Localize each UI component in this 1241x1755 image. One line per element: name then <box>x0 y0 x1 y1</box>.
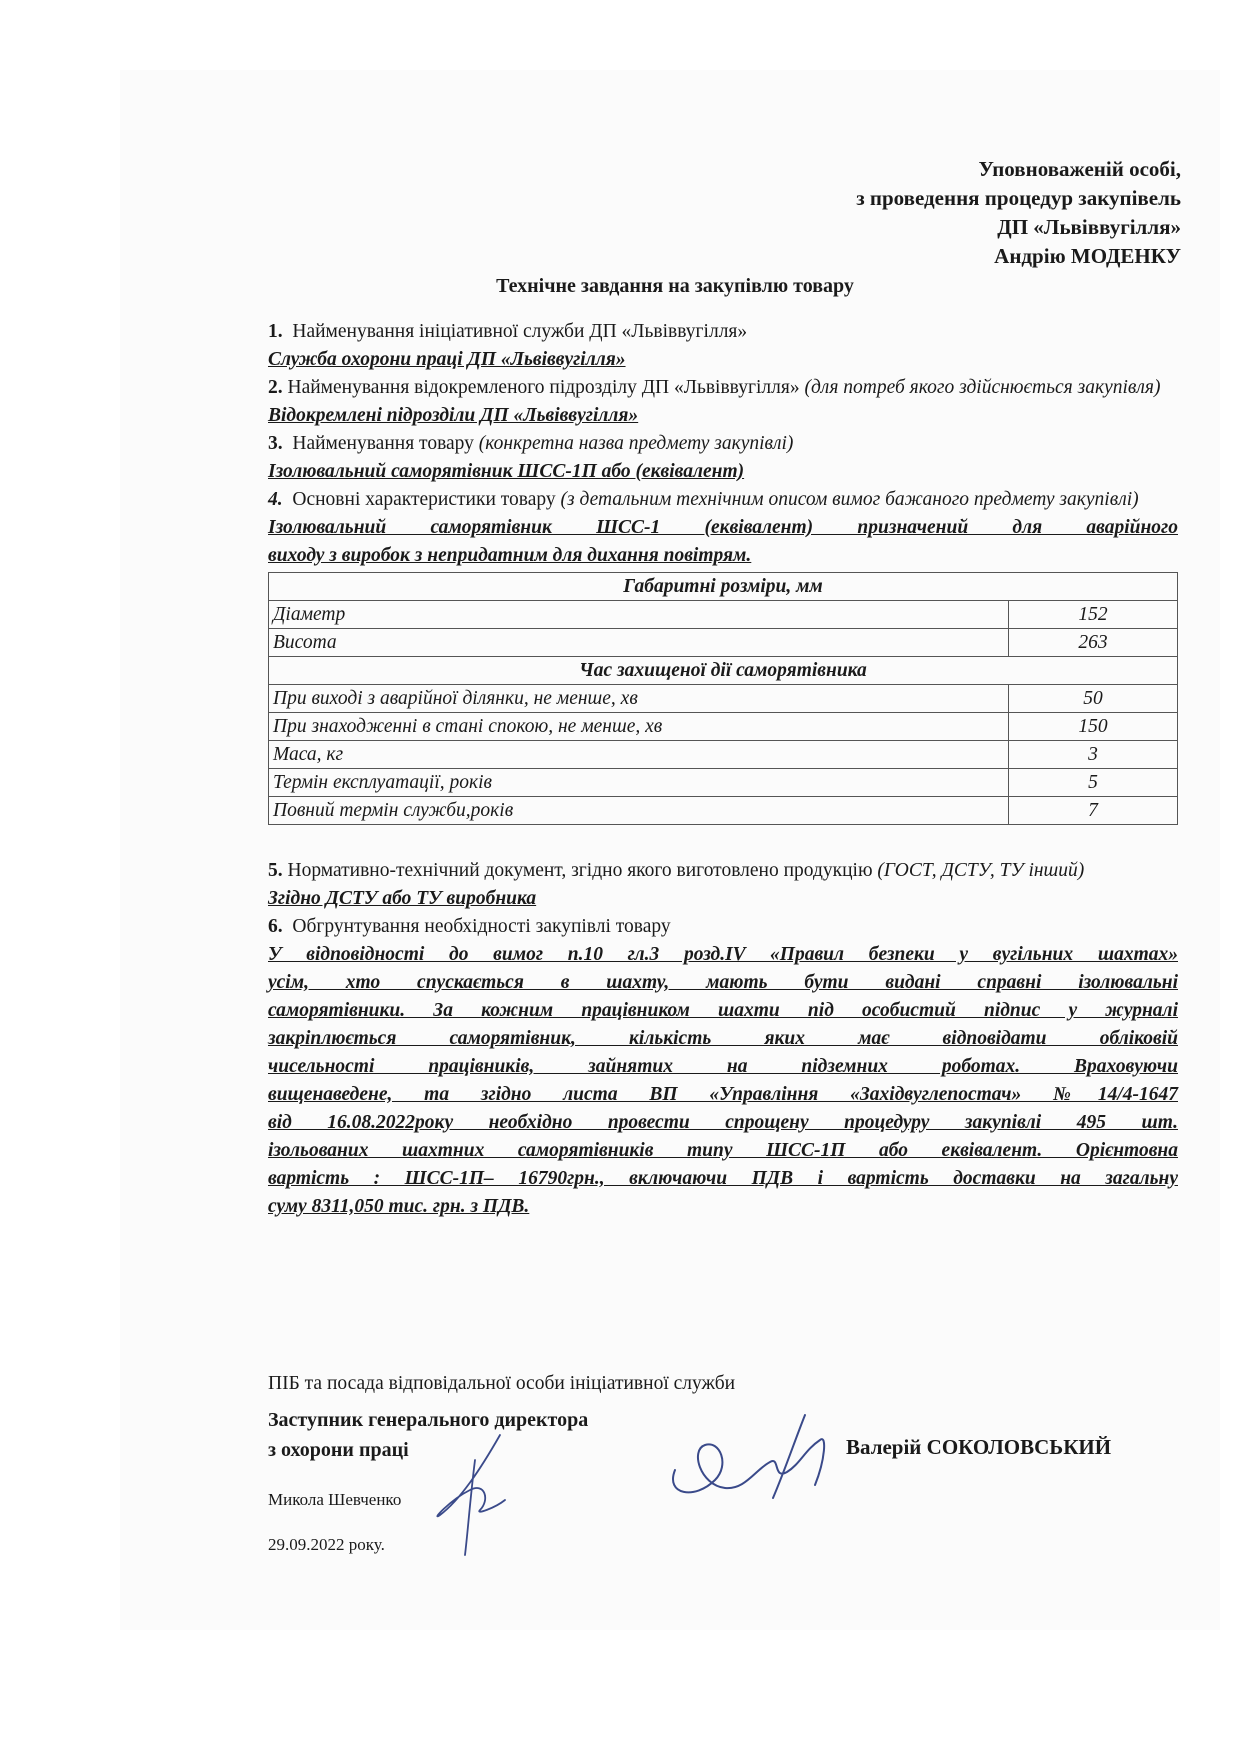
section-3-hint: (конкретна назва предмету закупівлі) <box>478 433 794 454</box>
section-6-line <box>268 1165 1178 1193</box>
section-6-line <box>268 997 1178 1025</box>
spec-value: 3 <box>1009 741 1178 769</box>
spec-label: При знаходженні в стані спокою, не менше, хв <box>269 713 1009 741</box>
executor-name: Микола Шевченко <box>268 1490 402 1509</box>
section-4-hint: (з детальним технічним описом вимог бажаного предмету закупівлі) <box>560 489 1139 510</box>
table-row <box>269 685 1178 713</box>
spec-value: 7 <box>1009 797 1178 825</box>
section-6-line <box>268 969 1178 997</box>
section-4-number: 4. <box>268 489 283 510</box>
section-6-text: від 16.08.2022року необхідно провести спрощену процедуру закупівлі 495 шт. <box>268 1112 1178 1133</box>
section-5-label: Нормативно-технічний документ, згідно якого виготовлено продукцію <box>287 860 873 881</box>
table-row <box>269 601 1178 629</box>
responsible-person-label: ПІБ та посада відповідальної особи ініціативної служби <box>268 1373 736 1394</box>
section-6-text: саморятівники. За кожним працівником шахти під особистий підпис у журналі <box>268 1000 1178 1021</box>
table-row <box>269 713 1178 741</box>
specs-group-protection-time: Час захищеної дії саморятівника <box>269 657 1178 685</box>
table-row <box>269 741 1178 769</box>
table-row <box>269 629 1178 657</box>
document-date: 29.09.2022 року. <box>268 1535 385 1554</box>
section-2 <box>268 374 1178 402</box>
section-6-text: усім, хто спускається в шахту, мають бути видані справні ізолювальні <box>268 972 1178 993</box>
section-5 <box>268 857 1178 885</box>
table-row <box>269 573 1178 601</box>
table-row <box>269 769 1178 797</box>
handwritten-initials <box>420 1430 530 1560</box>
spec-label: Висота <box>269 629 1009 657</box>
specs-table <box>268 572 1178 825</box>
section-6-line <box>268 1193 1178 1221</box>
section-6-text: суму 8311,050 тис. грн. з ПДВ. <box>268 1196 530 1217</box>
section-6-text: вартість : ШСС-1П– 16790грн., включаючи ПДВ і вартість доставки на загальну <box>268 1168 1178 1189</box>
position-line-1: Заступник генерального директора <box>268 1409 589 1431</box>
section-6-line <box>268 941 1178 969</box>
section-3-answer-line <box>268 458 1178 486</box>
spec-value: 150 <box>1009 713 1178 741</box>
handwritten-signature-main <box>655 1400 855 1510</box>
section-6-line <box>268 1109 1178 1137</box>
section-6-text: вищенаведене, та згідно листа ВП «Управління «Західвуглепостач» №14/4-1647 <box>268 1084 1178 1105</box>
section-2-number: 2. <box>268 377 283 398</box>
section-1-label: Найменування ініціативної служби ДП «Львіввугілля» <box>292 321 748 342</box>
section-4-answer-1: Ізолювальний саморятівник ШСС-1 (еквівалент) призначений для аварійного <box>268 517 1178 538</box>
document-title: Технічне завдання на закупівлю товару <box>496 275 854 297</box>
section-6-line <box>268 1025 1178 1053</box>
section-5-number: 5. <box>268 860 283 881</box>
section-6-line <box>268 1053 1178 1081</box>
spec-label: Маса, кг <box>269 741 1009 769</box>
specs-group-dimensions: Габаритні розміри, мм <box>269 573 1178 601</box>
spec-value: 263 <box>1009 629 1178 657</box>
section-6-number: 6. <box>268 916 283 937</box>
section-5-hint: (ГОСТ, ДСТУ, ТУ інший) <box>877 860 1085 881</box>
addressee-line-1: Уповноваженій особі, <box>978 157 1181 181</box>
section-3-label: Найменування товару <box>292 433 474 454</box>
section-6-line <box>268 1081 1178 1109</box>
section-4-answer-line-2 <box>268 542 1178 570</box>
signatory-name: Валерій СОКОЛОВСЬКИЙ <box>846 1435 1112 1459</box>
table-row <box>269 797 1178 825</box>
section-6-text: закріплюється саморятівник, кількість яких має відповідати обліковій <box>268 1028 1178 1049</box>
document-body <box>268 318 1178 1221</box>
section-2-hint: (для потреб якого здійснюється закупівля) <box>804 377 1161 398</box>
section-1-answer-line <box>268 346 1178 374</box>
section-6-label: Обгрунтування необхідності закупівлі товару <box>292 916 671 937</box>
section-3 <box>268 430 1178 458</box>
section-5-answer: Згідно ДСТУ або ТУ виробника <box>268 888 537 909</box>
spec-value: 5 <box>1009 769 1178 797</box>
section-6-line <box>268 1137 1178 1165</box>
section-2-answer: Відокремлені підрозділи ДП «Львіввугілля» <box>268 405 639 426</box>
spec-label: Діаметр <box>269 601 1009 629</box>
position-line-2: з охорони праці <box>268 1439 409 1461</box>
section-6-text: У відповідності до вимог п.10 гл.3 розд.IV «Правил безпеки у вугільних шахтах» <box>268 944 1178 965</box>
section-3-answer: Ізолювальний саморятівник ШСС-1П або (еквівалент) <box>268 461 745 482</box>
section-3-number: 3. <box>268 433 283 454</box>
spacer <box>268 825 1178 857</box>
section-1-answer: Служба охорони праці ДП «Львіввугілля» <box>268 349 626 370</box>
section-4-answer-line-1 <box>268 514 1178 542</box>
table-row <box>269 657 1178 685</box>
section-4-label: Основні характеристики товару <box>292 489 556 510</box>
section-4 <box>268 486 1178 514</box>
section-5-answer-line <box>268 885 1178 913</box>
addressee-line-3: ДП «Львіввугілля» <box>997 215 1181 239</box>
section-2-label: Найменування відокремленого підрозділу ДП «Львіввугілля» <box>287 377 800 398</box>
spec-label: При виході з аварійної ділянки, не менше, хв <box>269 685 1009 713</box>
section-6-text: ізольованих шахтних саморятівників типу ШСС-1П або еквівалент. Орієнтовна <box>268 1140 1178 1161</box>
spec-value: 50 <box>1009 685 1178 713</box>
addressee-line-2: з проведення процедур закупівель <box>856 186 1181 210</box>
section-6-text: чисельності працівників, зайнятих на підземних роботах. Враховуючи <box>268 1056 1178 1077</box>
addressee-line-4: Андрію МОДЕНКУ <box>994 244 1181 268</box>
addressee-block <box>856 155 1181 271</box>
spec-label: Термін експлуатації, років <box>269 769 1009 797</box>
section-6 <box>268 913 1178 941</box>
section-1 <box>268 318 1178 346</box>
section-2-answer-line <box>268 402 1178 430</box>
section-1-number: 1. <box>268 321 283 342</box>
section-4-answer-2: виходу з виробок з непридатним для дихання повітрям. <box>268 545 752 566</box>
spec-value: 152 <box>1009 601 1178 629</box>
spec-label: Повний термін служби,років <box>269 797 1009 825</box>
